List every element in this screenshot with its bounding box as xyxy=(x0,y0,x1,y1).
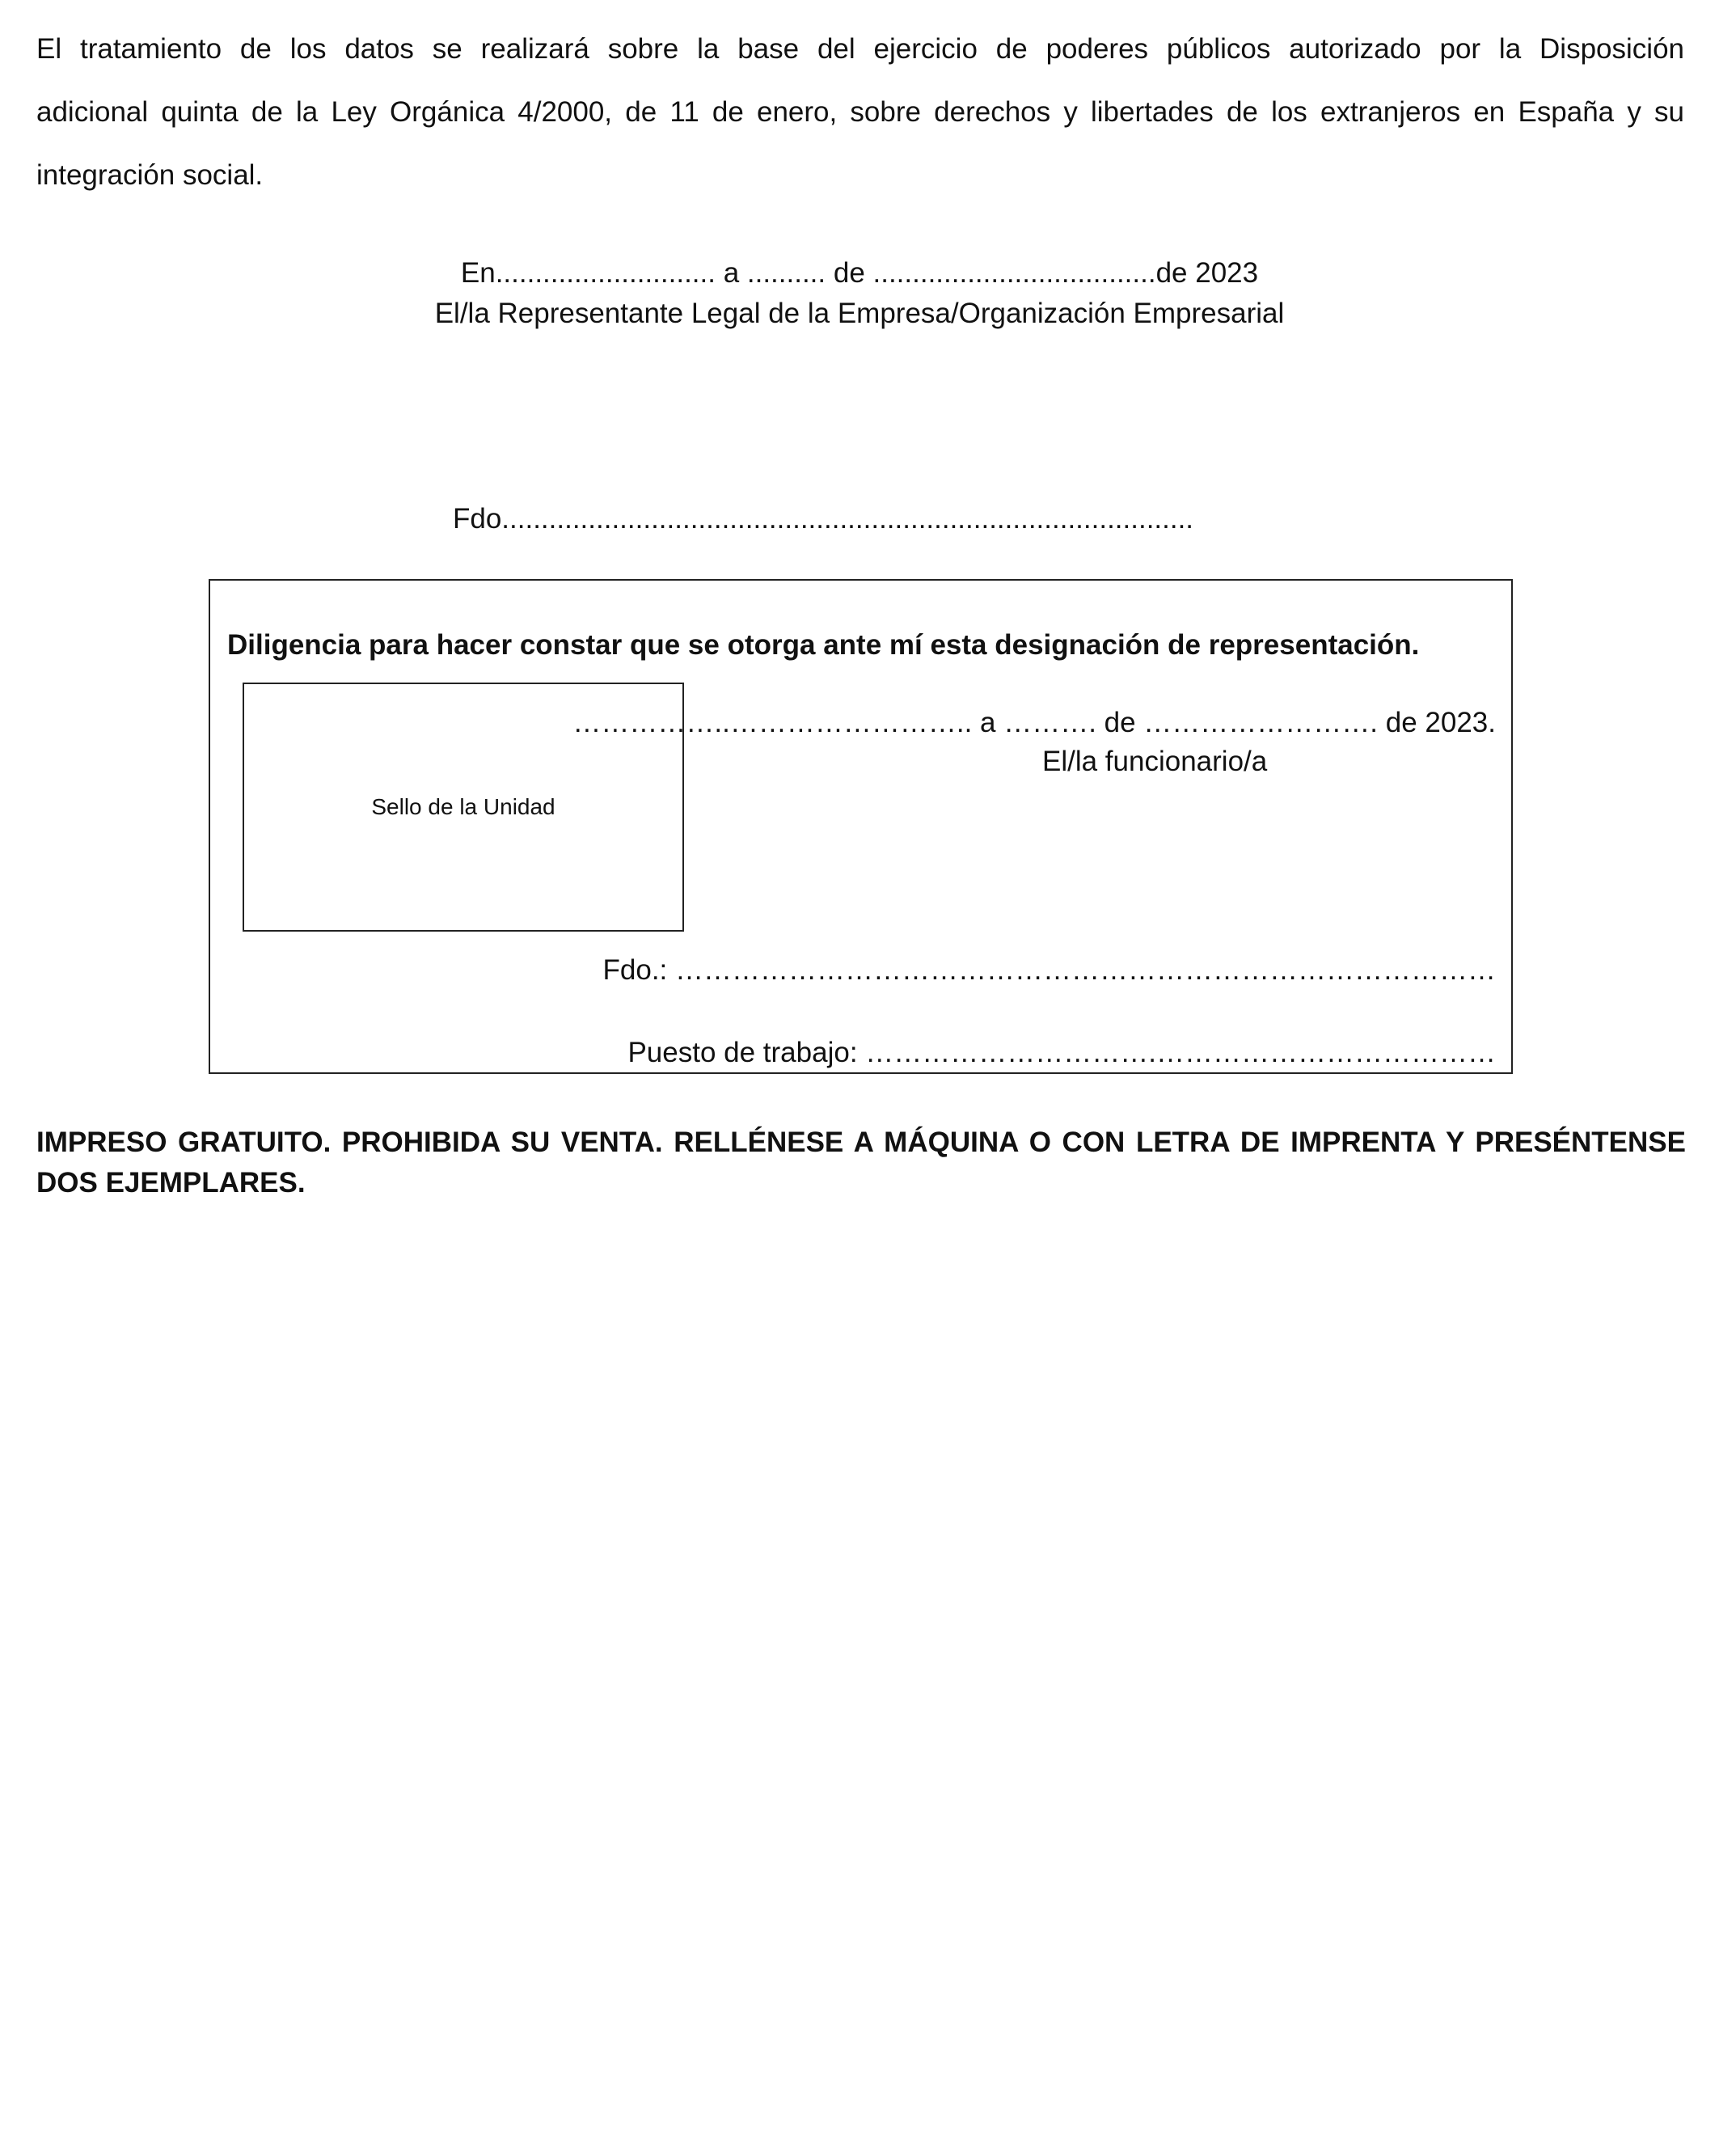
data-processing-paragraph xyxy=(36,18,1684,207)
official-workplace-line: Puesto de trabajo: ………………………….……………………………… xyxy=(627,1037,1496,1068)
stamp-label: Sello de la Unidad xyxy=(371,794,555,819)
paragraph-line: integración social. xyxy=(36,159,264,191)
free-form-notice: IMPRESO GRATUITO. PROHIBIDA SU VENTA. RELLÉNESE A MÁQUINA O CON LETRA DE IMPRENTA Y PRESÉNTENSE DOS EJEMPLARES. xyxy=(36,1127,1686,1198)
paragraph-line: El tratamiento de los datos se realizará sobre la base del ejercicio de poderes públicos autorizado por la Disposición xyxy=(36,33,1684,65)
representative-signature-line: Fdo........................................................................................ xyxy=(453,503,1194,535)
official-signature-line: Fdo.: …………………………………………………………………………… xyxy=(602,954,1496,986)
official-date-line: ……………..…………………….. a ………. de ……………………. de 2023. xyxy=(572,707,1496,738)
representative-date-line: En............................ a .......... de ....................................de 2023 xyxy=(460,257,1259,289)
diligence-box xyxy=(209,579,1513,1074)
representative-role: El/la Representante Legal de la Empresa/Organización Empresarial xyxy=(434,298,1285,329)
official-role: El/la funcionario/a xyxy=(1042,746,1268,777)
diligence-title: Diligencia para hacer constar que se otorga ante mí esta designación de representación. xyxy=(227,629,1420,661)
paragraph-line: adicional quinta de la Ley Orgánica 4/2000, de 11 de enero, sobre derechos y libertades de los extranjeros en España y su xyxy=(36,96,1684,128)
